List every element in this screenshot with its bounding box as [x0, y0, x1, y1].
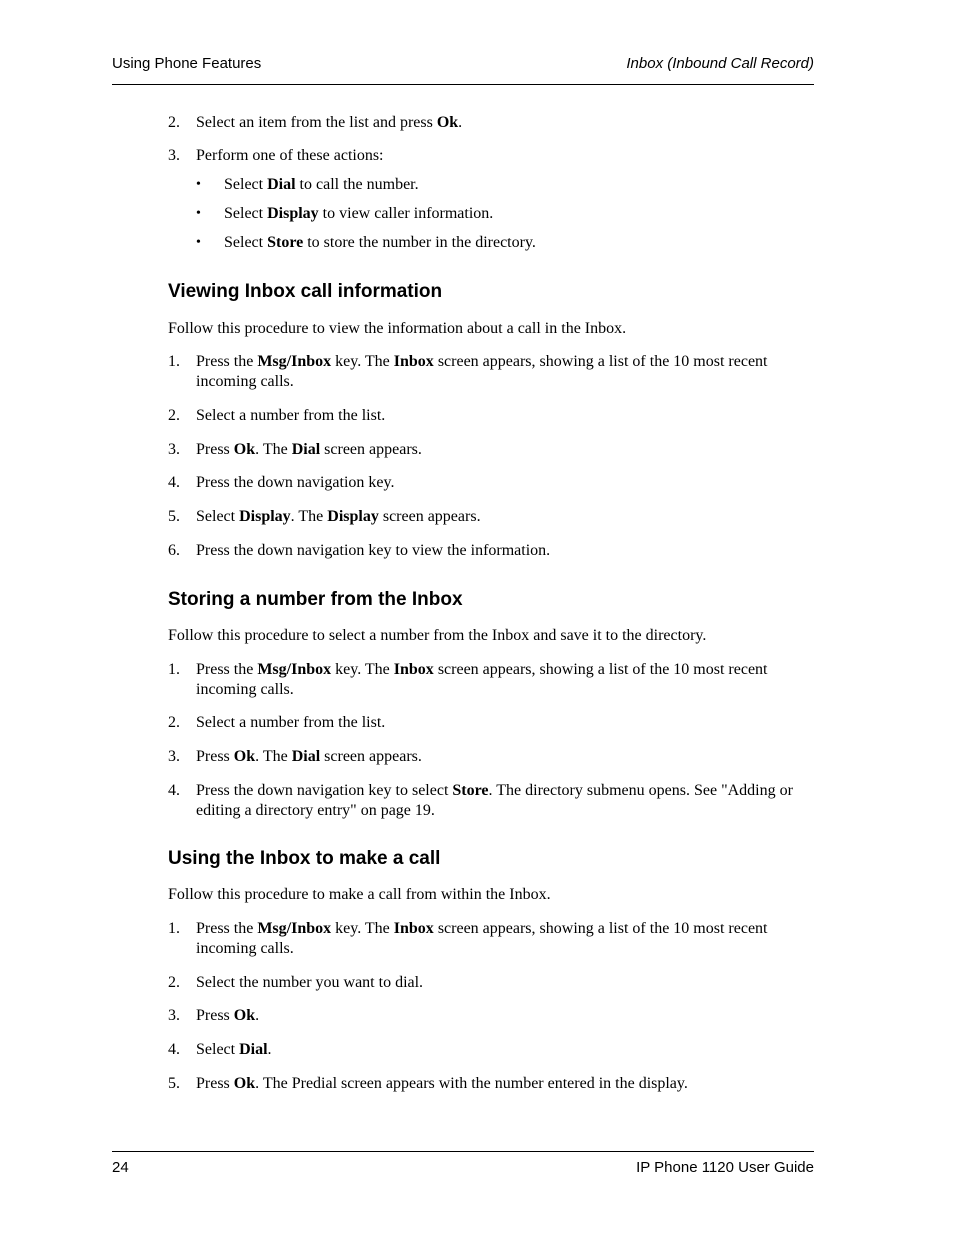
section-heading: Storing a number from the Inbox [168, 589, 463, 610]
bullet-icon: • [196, 177, 201, 192]
section-intro: Follow this procedure to select a number from the Inbox and save it to the directory. [168, 627, 707, 644]
list-item: 1. Press the Msg/Inbox key. The Inbox screen appears, showing a list of the 10 most recent incoming calls. [168, 661, 768, 698]
step-number: 2. [168, 114, 180, 131]
running-header-right: Inbox (Inbound Call Record) [626, 55, 814, 72]
list-item: 2. Select a number from the list. [168, 407, 386, 424]
guide-title: IP Phone 1120 User Guide [636, 1159, 814, 1176]
list-item: 4. Press the down navigation key. [168, 474, 395, 491]
section-intro: Follow this procedure to make a call from within the Inbox. [168, 886, 551, 903]
list-item: 1. Press the Msg/Inbox key. The Inbox screen appears, showing a list of the 10 most recent incoming calls. [168, 353, 768, 390]
list-item: 3. Press Ok. The Dial screen appears. [168, 748, 422, 765]
list-item: 2. Select an item from the list and press Ok. [168, 114, 463, 131]
bullet-item: • Select Display to view caller information. [196, 205, 494, 222]
list-item: 5. Press Ok. The Predial screen appears with the number entered in the display. [168, 1075, 688, 1092]
section-heading: Viewing Inbox call information [168, 281, 443, 302]
page-number: 24 [112, 1159, 129, 1176]
list-item: 5. Select Display. The Display screen appears. [168, 508, 481, 525]
list-item: 1. Press the Msg/Inbox key. The Inbox screen appears, showing a list of the 10 most recent incoming calls. [168, 920, 768, 957]
list-item: 4. Select Dial. [168, 1041, 272, 1058]
bullet-item: • Select Dial to call the number. [196, 176, 419, 193]
list-item: 2. Select the number you want to dial. [168, 974, 424, 991]
list-item: 6. Press the down navigation key to view the information. [168, 542, 551, 559]
header-rule [112, 84, 814, 85]
step-number: 3. [168, 147, 180, 164]
bullet-icon: • [196, 206, 201, 221]
list-item: 3. Perform one of these actions: [168, 147, 384, 164]
running-header-left: Using Phone Features [112, 55, 262, 72]
section-heading: Using the Inbox to make a call [168, 848, 441, 869]
bullet-item: • Select Store to store the number in the directory. [196, 234, 536, 251]
list-item: 3. Press Ok. [168, 1007, 260, 1024]
list-item: 3. Press Ok. The Dial screen appears. [168, 441, 422, 458]
bullet-icon: • [196, 235, 201, 250]
list-item: 2. Select a number from the list. [168, 714, 386, 731]
list-item: 4. Press the down navigation key to select Store. The directory submenu opens. See "Adding or editing a directory entry" on page 19. [168, 782, 793, 819]
section-intro: Follow this procedure to view the information about a call in the Inbox. [168, 320, 627, 337]
footer-rule [112, 1151, 814, 1152]
